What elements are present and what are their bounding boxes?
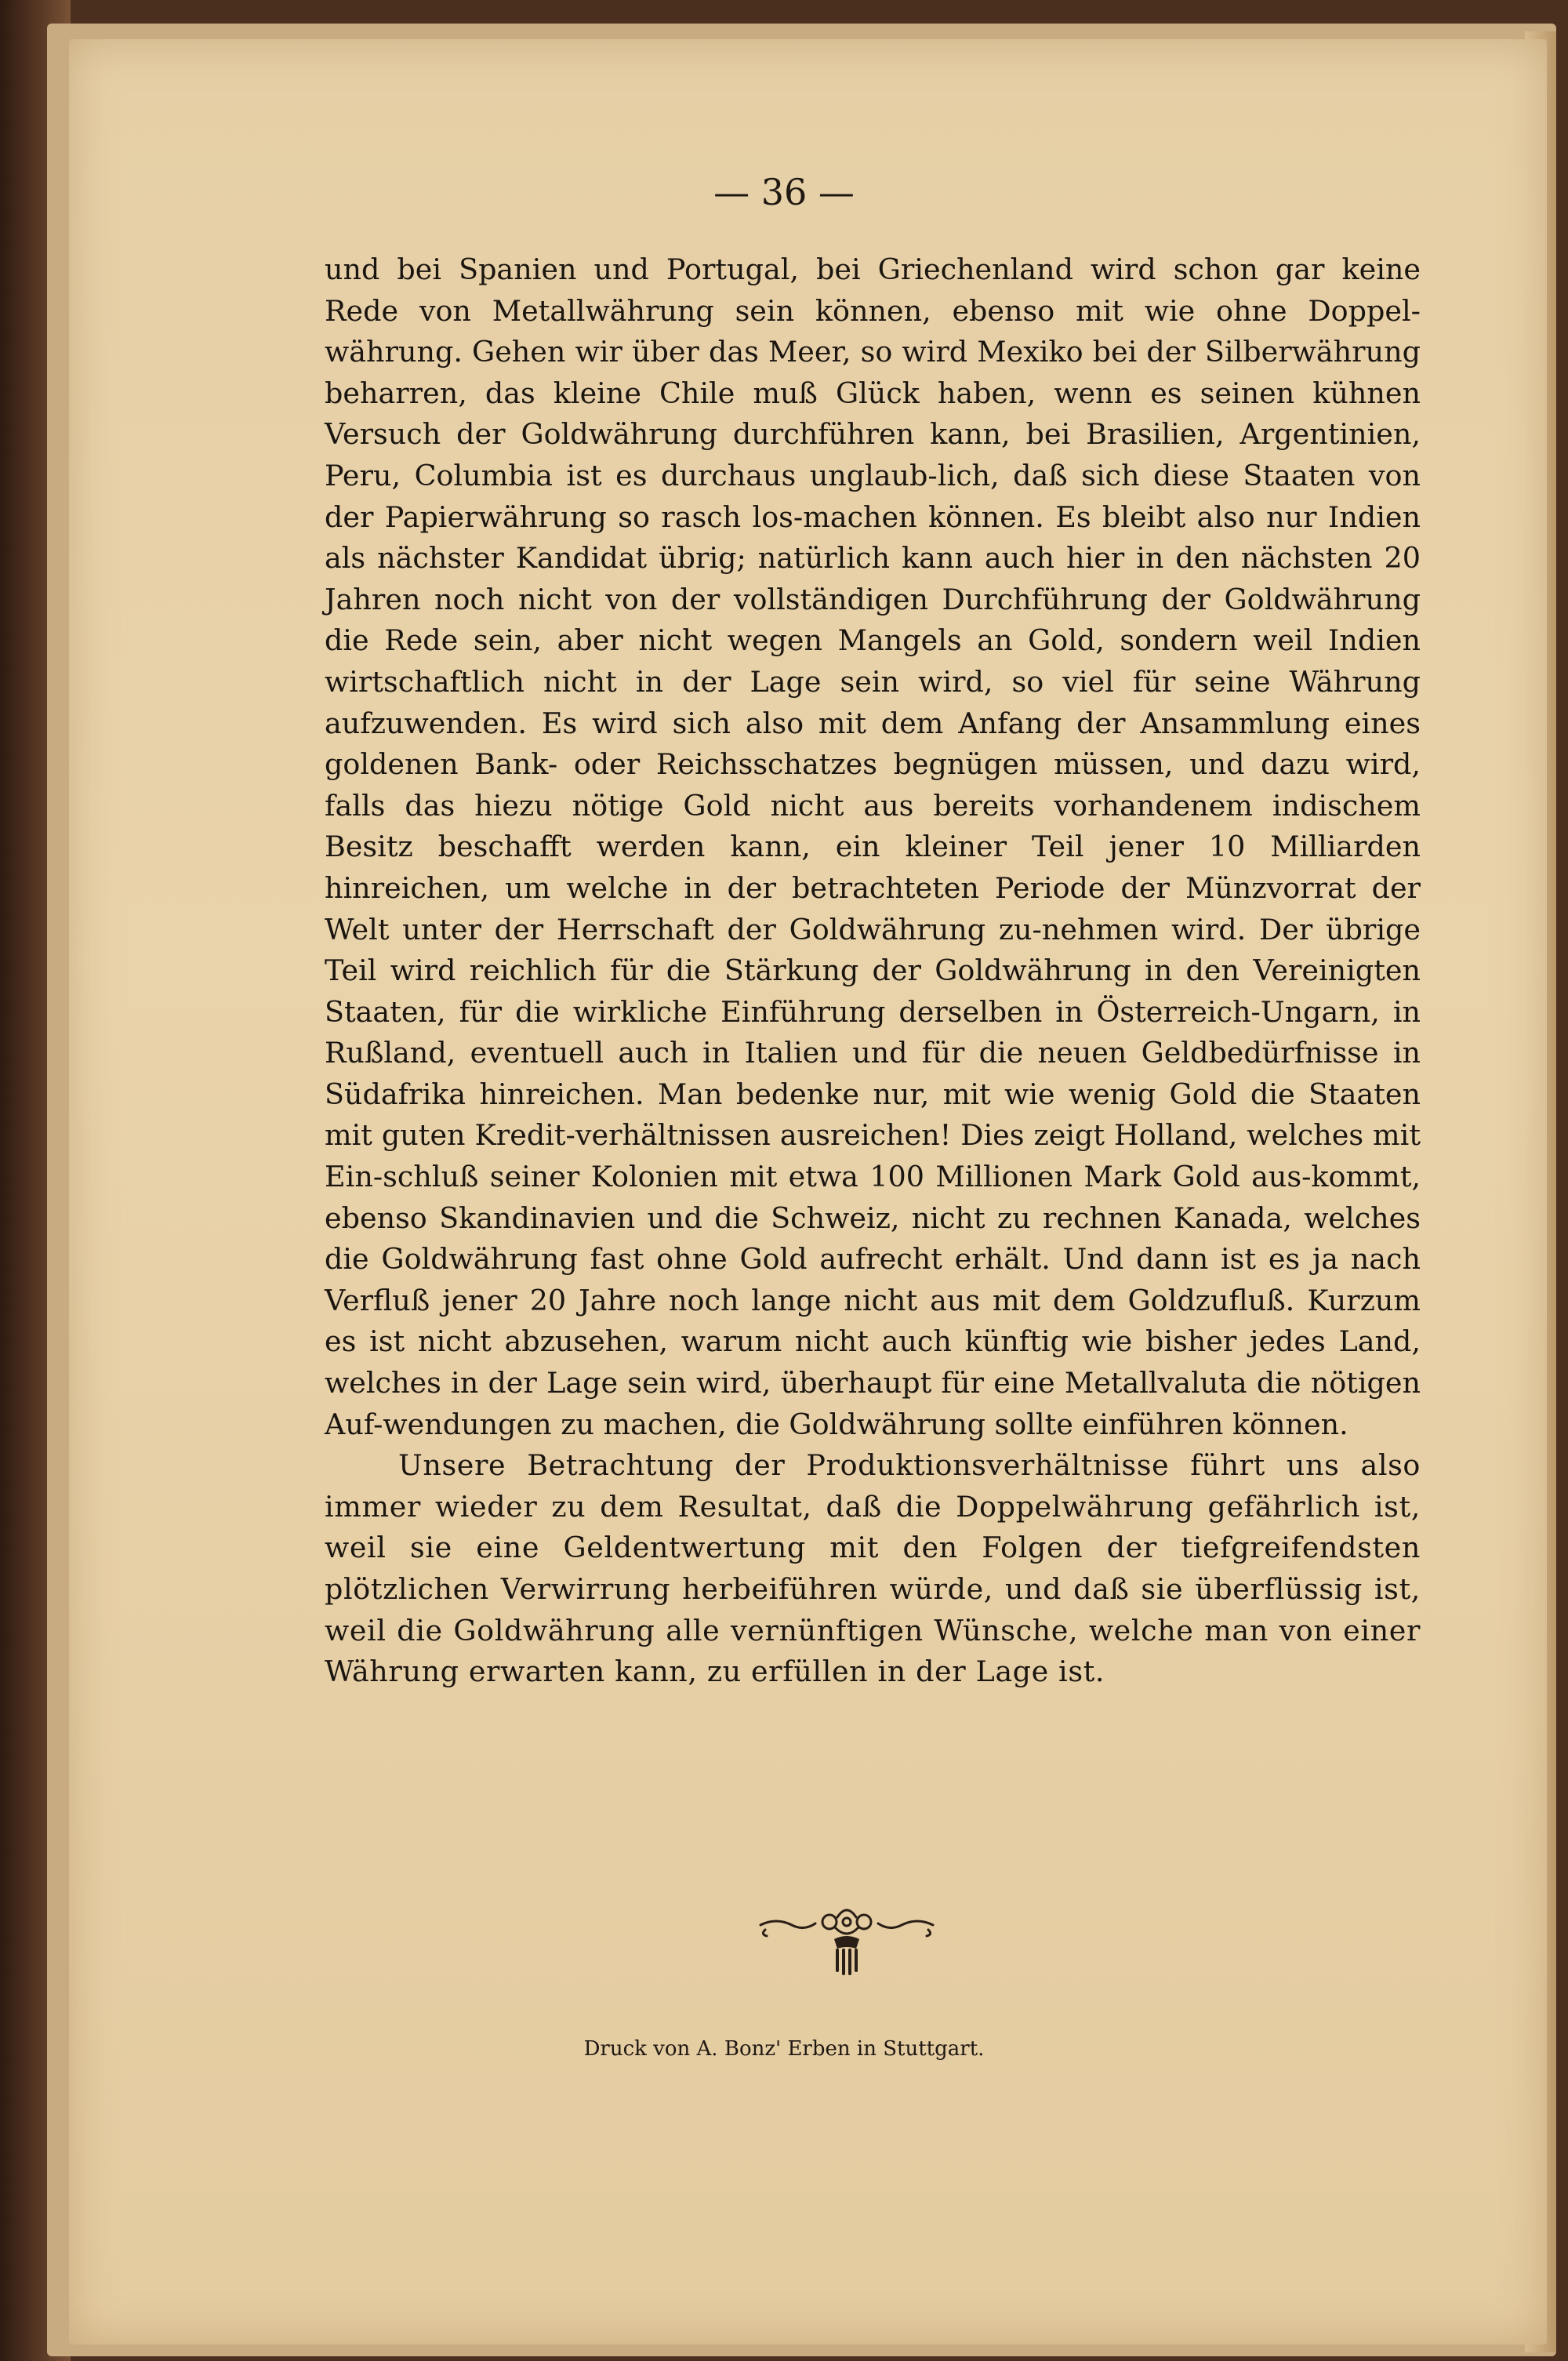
paragraph-1: und bei Spanien und Portugal, bei Griechenland wird schon gar keine Rede von Metallwährung sein können, ebenso mit wie ohne Doppel-währung. Gehen wir über das Meer, so wird Mexiko bei der Silberwährung beharren, das kleine Chile muß Glück haben, wenn es seinen kühnen Versuch der Goldwährung durchführen kann, bei Brasilien, Argentinien, Peru, Columbia ist es durchaus unglaub-lich, daß sich diese Staaten von der Papierwährung so rasch los-machen können. Es bleibt also nur Indien als nächster Kandidat übrig; natürlich kann auch hier in den nächsten 20 Jahren noch nicht von der vollständigen Durchführung der Goldwährung die Rede sein, aber nicht wegen Mangels an Gold, sondern weil Indien wirtschaftlich nicht in der Lage sein wird, so viel für seine Währung aufzuwenden. Es wird sich also mit dem Anfang der Ansammlung eines goldenen Bank- oder Reichsschatzes begnügen müssen, und dazu wird, falls das hiezu nötige Gold nicht aus bereits vorhandenem indischem Besitz beschafft werden kann, ein kleiner Teil jener 10 Milliarden hinreichen, um welche in der betrachteten Periode der Münzvorrat der Welt unter der Herrschaft der Goldwährung zu-nehmen wird. Der übrige Teil wird reichlich für die Stärkung der Goldwährung in den Vereinigten Staaten, für die wirkliche Einführung derselben in Österreich-Ungarn, in Rußland, eventuell auch in Italien und für die neuen Geldbedürfnisse in Südafrika hinreichen. Man bedenke nur, mit wie wenig Gold die Staaten mit guten Kredit-verhältnissen ausreichen! Dies zeigt Holland, welches mit Ein-schluß seiner Kolonien mit etwa 100 Millionen Mark Gold aus-kommt, ebenso Skandinavien und die Schweiz, nicht zu rechnen Kanada, welches die Goldwährung fast ohne Gold aufrecht erhält. Und dann ist es ja nach Verfluß jener 20 Jahre noch lange nicht aus mit dem Goldzufluß. Kurzum es ist nicht abzusehen, warum nicht auch künftig wie bisher jedes Land, welches in der Lage sein wird, überhaupt für eine Metallvaluta die nötigen Auf-wendungen zu machen, die Goldwährung sollte einführen können.: [325, 252, 1421, 1441]
body-text: [325, 249, 1421, 1693]
printer-imprint: Druck von A. Bonz' Erben in Stuttgart.: [583, 2037, 985, 2061]
ornament-icon: [753, 1894, 941, 1980]
paragraph-2: Unsere Betrachtung der Produktionsverhältnisse führt uns also immer wieder zu dem Resultat, daß die Doppelwährung gefährlich ist, weil sie eine Geldentwertung mit den Folgen der tiefgreifendsten plötzlichen Verwirrung herbeiführen würde, und daß sie überflüssig ist, weil die Goldwährung alle vernünftigen Wünsche, welche man von einer Währung erwarten kann, zu erfüllen in der Lage ist.: [325, 1448, 1421, 1689]
page-number: — 36 —: [713, 171, 855, 213]
